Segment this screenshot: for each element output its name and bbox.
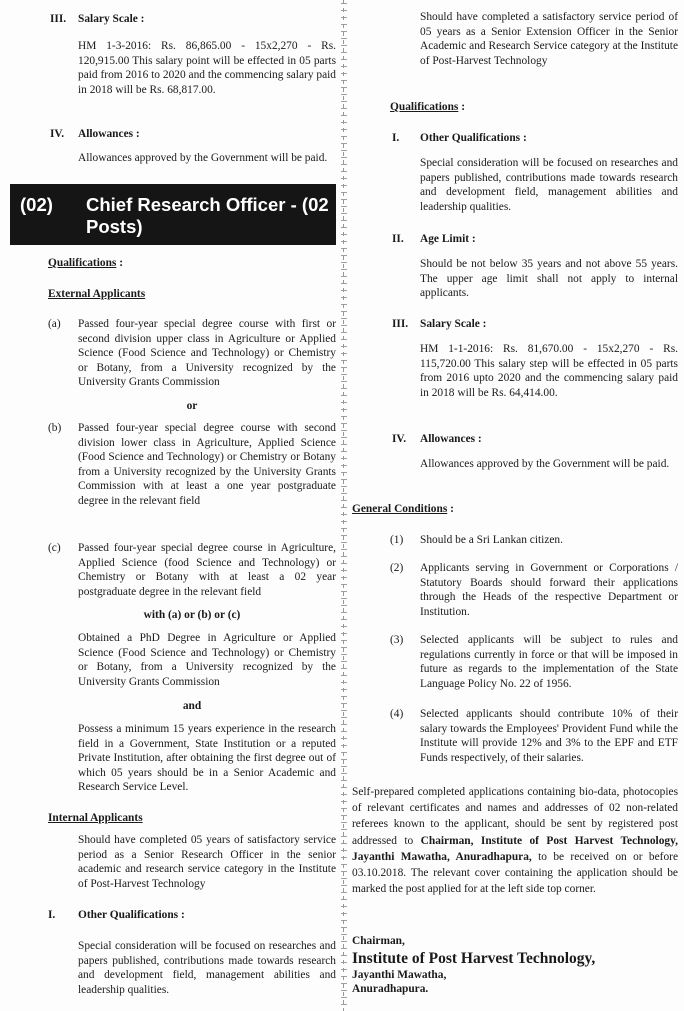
item-label: (2) (390, 562, 404, 574)
list-item (390, 707, 678, 765)
item-label: (b) (48, 422, 62, 434)
qualifications-heading: Qualifications : (48, 257, 124, 269)
internal-applicants-heading: Internal Applicants (48, 812, 143, 824)
section-number: I. (48, 909, 56, 921)
item-label: (c) (48, 542, 61, 554)
signature-line: Chairman, (352, 935, 405, 947)
with-abc-note: with (a) or (b) or (c) (143, 609, 241, 621)
section-number: III. (392, 318, 409, 330)
item-text: Should be a Sri Lankan citizen. (420, 534, 563, 546)
list-item (390, 533, 678, 548)
left-column-body (10, 0, 336, 1011)
section-title: Salary Scale : (78, 13, 145, 25)
or-separator: or (186, 400, 198, 412)
allowances-text: Allowances approved by the Government will be paid. (420, 458, 670, 470)
other-qualifications-text: Special consideration will be focused on researches and papers published, contributions made towards research and development field, management abilities and leadership qualities. (78, 940, 336, 996)
signature-institute: Institute of Post Harvest Technology, (352, 949, 596, 967)
external-applicants-heading: External Applicants (48, 288, 146, 300)
closing-paragraph: Self-prepared completed applications containing bio-data, photocopies of relevant certificates and names and addresses of 02 non-related referees known to the applicant, should be sent by registered post addressed to Chairman, Institute of Post Harvest Technology, Jayanthi Mawatha, Anuradhapura, to be received on or before 03.10.2018. The relevant cover containing the application should be marked the post applied for at the left side top corner. (352, 786, 679, 896)
item-text: Passed four-year special degree course with second division lower class in Agriculture, Applied Science (Food Science and Technology) or Chemistry or Botany from a University recognized by the University Grants Commission with at least a one year postgraduate degree in the relevant field (78, 422, 336, 507)
section-title: Other Qualifications : (78, 909, 185, 921)
list-item (390, 633, 678, 691)
post-number: (02) (20, 194, 53, 215)
list-item (48, 541, 336, 599)
salary-scale-text: HM 1-3-2016: Rs. 86,865.00 - 15x2,270 - Rs. 120,915.00 This salary point will be effected in 05 parts paid from 2016 to 2020 and the commencing salary paid in 2018 will be Rs. 68,817.00. (78, 40, 336, 96)
item-text: Passed four-year special degree course in Agriculture, Applied Science (food Science and Technology) or Chemistry or Botany with at least a 02 year postgraduate degree in the relevant field (78, 542, 336, 598)
service-period-text: Should have completed a satisfactory service period of 05 years as a Senior Extension Officer in the Senior Academic and Research Service category at the Institute of Post-Harvest Technology (420, 11, 678, 67)
salary-scale-text: HM 1-1-2016: Rs. 81,670.00 - 15x2,270 - Rs. 115,720.00 This salary step will be effected in 05 parts from 2016 upto 2020 and the commencing salary paid in 2018 will be Rs. 64,414.00. (420, 343, 678, 399)
item-text: Selected applicants should contribute 10% of their salary towards the Employees' Provident Fund while the Institute will provide 12% and 3% to the EPF and ETF Funds respectively, of their salaries. (420, 708, 678, 764)
item-label: (a) (48, 318, 61, 330)
general-conditions-heading: General Conditions : (352, 503, 454, 515)
post-title: Chief Research Officer - (02 Posts) (86, 194, 329, 237)
right-column (352, 0, 678, 1011)
item-text: Passed four-year special degree course with first or second division upper class in Agriculture or Applied Science (Food Science and Technology) or Chemistry or Botany, from a University recognized by the University Grants Commission (78, 318, 336, 389)
internal-applicants-text: Should have completed 05 years of satisfactory service period as a Senior Research Officer in the senior academic and research service category in the Institute of Post-Harvest Technology (78, 834, 336, 890)
age-limit-text: Should be not below 35 years and not above 55 years. The upper age limit shall not apply to internal applicants. (420, 258, 678, 300)
signature-line: Jayanthi Mawatha, (352, 968, 447, 981)
item-label: (3) (390, 634, 404, 646)
and-separator: and (182, 700, 202, 712)
signature-block (352, 934, 678, 997)
address-bold: Chairman, Institute of Post Harvest Technology, Jayanthi Mawatha, Anuradhapura, (352, 834, 679, 863)
section-number: IV. (392, 433, 407, 445)
list-item (48, 421, 336, 509)
item-text: Selected applicants will be subject to rules and regulations currently in force or that will be imposed in future as regards to the implementation of the State Language Policy No. 22 of 1956. (420, 634, 678, 690)
section-title: Allowances : (78, 128, 140, 140)
phd-text: Obtained a PhD Degree in Agriculture or Applied Science (Food Science and Technology) or Chemistry or Botany, from a University recognized by the University Grants Commission (78, 632, 336, 688)
section-number: I. (392, 132, 400, 144)
item-label: (4) (390, 708, 404, 720)
section-title: Other Qualifications : (420, 132, 527, 144)
other-qualifications-text: Special consideration will be focused on researches and papers published, contributions made towards research and development field, management abilities and leadership qualities. (420, 157, 678, 213)
column-divider (341, 0, 347, 1011)
section-number: II. (392, 233, 404, 245)
allowances-text: Allowances approved by the Government will be paid. (78, 152, 328, 164)
item-text: Applicants serving in Government or Corporations / Statutory Boards should forward their applications through the Heads of the respective Department or Institution. (420, 562, 678, 618)
section-title: Allowances : (420, 433, 482, 445)
item-label: (1) (390, 534, 404, 546)
list-item (48, 317, 336, 390)
section-title: Salary Scale : (420, 318, 487, 330)
section-number: IV. (50, 128, 65, 140)
list-item (390, 561, 678, 619)
section-title: Age Limit : (420, 233, 476, 245)
qualifications-heading: Qualifications : (390, 101, 466, 113)
section-number: III. (50, 13, 67, 25)
signature-line: Anuradhapura. (352, 983, 429, 996)
experience-text: Possess a minimum 15 years experience in the research field in a Government, State Institution or a reputed Private Institution, after obtaining the first degree out of which 05 years should be in a Senior Academic and Research Service Level. (78, 723, 336, 794)
